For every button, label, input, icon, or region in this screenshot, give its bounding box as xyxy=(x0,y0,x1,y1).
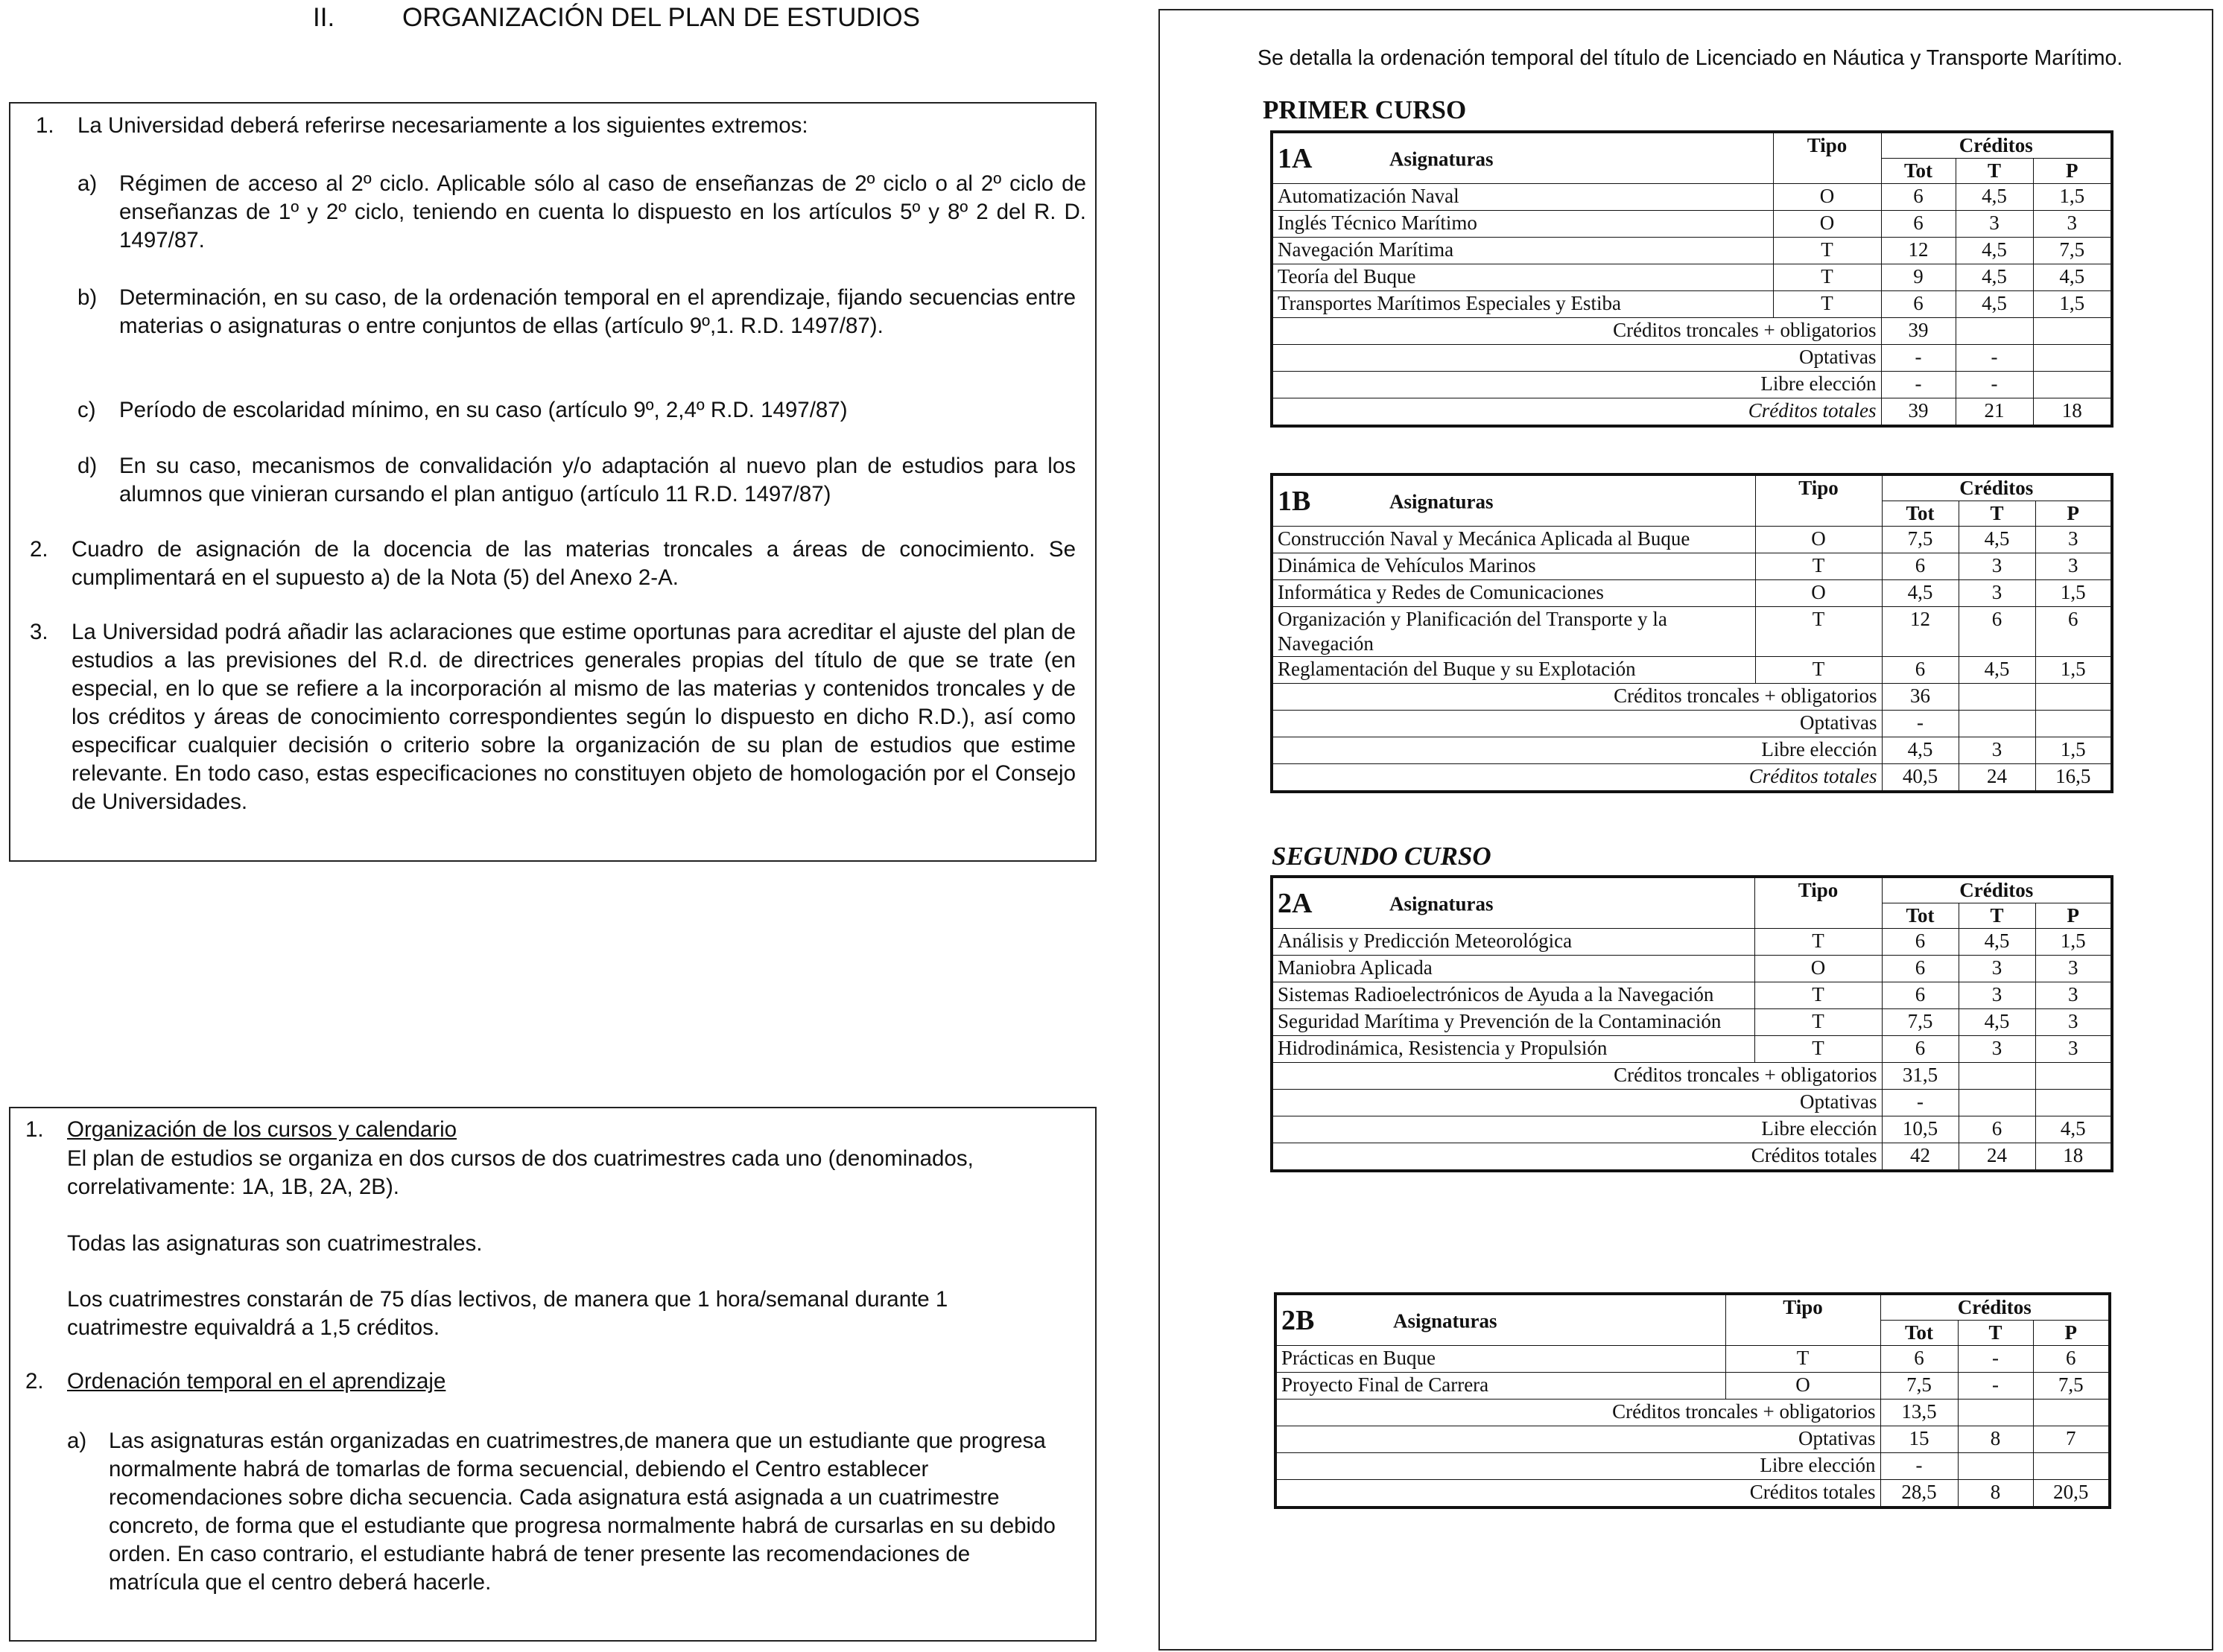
summary-row xyxy=(1272,1116,2112,1143)
summary-credits-t: - xyxy=(1956,372,2033,398)
summary-credits-tot: 31,5 xyxy=(1882,1063,1959,1090)
instr-item2-text: Cuadro de asignación de la docencia de las materias troncales a áreas de conocimiento. Se cumplimentará en el supuesto a) de la Nota (5) del Anexo 2-A. xyxy=(72,537,1076,590)
subject-name: Seguridad Marítima y Prevención de la Contaminación xyxy=(1272,1009,1754,1036)
subject-tipo: O xyxy=(1755,580,1882,607)
subject-credits-p: 1,5 xyxy=(2035,929,2112,956)
summary-credits-t: 21 xyxy=(1956,398,2033,427)
subject-name: Teoría del Buque xyxy=(1272,264,1773,291)
summary-label: Optativas xyxy=(1272,345,1881,372)
summary-credits-tot: 36 xyxy=(1882,684,1959,711)
summary-credits-tot: 39 xyxy=(1881,398,1956,427)
table-2B-code: 2B xyxy=(1281,1305,1315,1337)
subject-name: Construcción Naval y Mecánica Aplicada al Buque xyxy=(1272,527,1755,553)
summary-credits-t: 8 xyxy=(1958,1480,2033,1508)
summary-label: Optativas xyxy=(1272,1090,1882,1116)
summary-label: Créditos troncales + obligatorios xyxy=(1275,1400,1880,1426)
subject-credits-p: 3 xyxy=(2033,211,2112,238)
subject-credits-tot: 6 xyxy=(1882,657,1959,684)
table-row xyxy=(1272,1009,2112,1036)
tot-header: Tot xyxy=(1881,159,1956,184)
summary-label: Créditos totales xyxy=(1272,398,1881,427)
subject-name: Sistemas Radioelectrónicos de Ayuda a la Navegación xyxy=(1272,982,1754,1009)
subject-credits-t: 4,5 xyxy=(1956,184,2033,211)
summary-credits-p: 4,5 xyxy=(2035,1116,2112,1143)
instr-item3-text: La Universidad podrá añadir las aclaraciones que estime oportunas para acreditar el ajuste del plan de estudios a las previsiones del R.d. de directrices generales propias del título de que se trate (en especial, en lo que se refiere a la incorporación al mismo de las materias y contenidos troncales y de los créditos y áreas de conocimiento correspondientes según lo dispuesto en dicho R.D.), así como especificar cualquier decisión o criterio sobre la organización de su plan de estudios que estime relevante. En todo caso, estas especificaciones no constituyen objeto de homologación por el Consejo de Universidades. xyxy=(72,620,1076,814)
asignaturas-header: Asignaturas xyxy=(1393,1309,1497,1332)
summary-label: Libre elección xyxy=(1272,372,1881,398)
summary-credits-p xyxy=(2033,318,2112,345)
subject-credits-p: 3 xyxy=(2035,982,2112,1009)
subject-credits-t: 6 xyxy=(1959,607,2035,657)
summary-credits-t: 6 xyxy=(1959,1116,2035,1143)
org-item2-number: 2. xyxy=(25,1369,44,1394)
subject-credits-p: 3 xyxy=(2035,527,2112,553)
tipo-header: Tipo xyxy=(1754,877,1882,929)
subject-credits-tot: 6 xyxy=(1882,929,1959,956)
creditos-header: Créditos xyxy=(1882,877,2112,903)
subject-tipo: T xyxy=(1773,238,1881,264)
table-row xyxy=(1272,291,2112,318)
tipo-header: Tipo xyxy=(1725,1294,1880,1346)
summary-credits-t: 8 xyxy=(1958,1426,2033,1453)
table-row xyxy=(1275,1373,2110,1400)
instr-b-label: b) xyxy=(77,285,98,310)
subject-credits-p: 7,5 xyxy=(2033,238,2112,264)
subject-credits-t: 3 xyxy=(1959,956,2035,982)
subject-credits-t: 4,5 xyxy=(1959,929,2035,956)
asignaturas-header: Asignaturas xyxy=(1389,892,1494,915)
summary-credits-t xyxy=(1959,1090,2035,1116)
subject-credits-tot: 7,5 xyxy=(1880,1373,1958,1400)
instr-d-text: En su caso, mecanismos de convalidación y/o adaptación al nuevo plan de estudios para los alumnos que vinieran cursando el plan antiguo (artículo 11 R.D. 1497/87) xyxy=(119,454,1076,506)
subject-tipo: O xyxy=(1725,1373,1880,1400)
table-2A-code: 2A xyxy=(1278,888,1313,920)
subject-credits-tot: 6 xyxy=(1881,184,1956,211)
org-item1-p1: El plan de estudios se organiza en dos cursos de dos cuatrimestres cada uno (denominados, correlativamente: 1A, 1B, 2A, 2B). xyxy=(67,1146,974,1199)
table-2A-title-cell xyxy=(1272,877,1754,929)
summary-row xyxy=(1272,1143,2112,1172)
subject-tipo: T xyxy=(1754,982,1882,1009)
subject-name: Automatización Naval xyxy=(1272,184,1773,211)
subject-name: Análisis y Predicción Meteorológica xyxy=(1272,929,1754,956)
table-1B-code: 1B xyxy=(1278,486,1311,518)
subject-credits-p: 1,5 xyxy=(2033,184,2112,211)
subject-tipo: T xyxy=(1773,264,1881,291)
summary-label: Optativas xyxy=(1275,1426,1880,1453)
org-item1-number: 1. xyxy=(25,1117,44,1142)
table-row xyxy=(1272,527,2112,553)
summary-row xyxy=(1272,764,2112,792)
summary-label: Optativas xyxy=(1272,711,1882,737)
table-row xyxy=(1272,553,2112,580)
subject-credits-p: 3 xyxy=(2035,956,2112,982)
subject-credits-p: 3 xyxy=(2035,553,2112,580)
summary-credits-p xyxy=(2033,1453,2110,1480)
subject-tipo: T xyxy=(1725,1346,1880,1373)
subject-credits-tot: 6 xyxy=(1882,553,1959,580)
table-1A-title-cell xyxy=(1272,132,1773,184)
summary-credits-t: 24 xyxy=(1959,1143,2035,1172)
subject-tipo: O xyxy=(1773,184,1881,211)
summary-label: Créditos troncales + obligatorios xyxy=(1272,684,1882,711)
table-row xyxy=(1272,264,2112,291)
subject-credits-p: 1,5 xyxy=(2035,580,2112,607)
instr-item1-number: 1. xyxy=(36,113,54,138)
subject-credits-p: 6 xyxy=(2033,1346,2110,1373)
instr-item2-number: 2. xyxy=(30,537,48,562)
subject-tipo: T xyxy=(1755,553,1882,580)
summary-row xyxy=(1272,711,2112,737)
summary-credits-t xyxy=(1958,1453,2033,1480)
subject-tipo: T xyxy=(1754,929,1882,956)
tot-header: Tot xyxy=(1880,1321,1958,1346)
subject-tipo: O xyxy=(1755,527,1882,553)
org-a-text: Las asignaturas están organizadas en cuatrimestres,de manera que un estudiante que progresa normalmente habrá de tomarlas de forma secuencial, debiendo el Centro establecer recomendaciones sobre dicha secuencia. Cada asignatura está asignada a un cuatrimestre concreto, de forma que el estudiante que progresa normalmente habrá de cursarlas en su debido orden. En caso contrario, el estudiante habrá de tener presente las recomendaciones de matrícula que el centro deberá hacerle. xyxy=(109,1429,1056,1595)
table-row xyxy=(1272,238,2112,264)
subject-credits-t: 3 xyxy=(1959,982,2035,1009)
subject-name: Organización y Planificación del Transporte y la Navegación xyxy=(1272,607,1755,657)
instr-c-label: c) xyxy=(77,398,96,422)
summary-label: Libre elección xyxy=(1275,1453,1880,1480)
summary-row xyxy=(1272,737,2112,764)
summary-row xyxy=(1272,684,2112,711)
summary-label: Créditos troncales + obligatorios xyxy=(1272,318,1881,345)
summary-credits-p xyxy=(2035,1090,2112,1116)
subject-credits-t: - xyxy=(1958,1346,2033,1373)
summary-credits-p xyxy=(2035,711,2112,737)
creditos-header: Créditos xyxy=(1882,474,2112,501)
table-row xyxy=(1275,1346,2110,1373)
summary-row xyxy=(1275,1400,2110,1426)
summary-credits-tot: - xyxy=(1880,1453,1958,1480)
subject-credits-tot: 6 xyxy=(1882,1036,1959,1063)
summary-row xyxy=(1272,398,2112,427)
subject-credits-p: 7,5 xyxy=(2033,1373,2110,1400)
summary-credits-p xyxy=(2033,372,2112,398)
table-row xyxy=(1272,982,2112,1009)
summary-credits-p xyxy=(2035,1063,2112,1090)
table-2B xyxy=(1274,1292,2111,1509)
table-2B-title-cell xyxy=(1275,1294,1725,1346)
table-1A-code: 1A xyxy=(1278,143,1313,175)
summary-credits-tot: - xyxy=(1882,711,1959,737)
summary-credits-p xyxy=(2033,345,2112,372)
table-row xyxy=(1272,211,2112,238)
summary-credits-p: 7 xyxy=(2033,1426,2110,1453)
section-number: II. xyxy=(313,3,335,32)
table-row xyxy=(1272,1036,2112,1063)
section-title-text: ORGANIZACIÓN DEL PLAN DE ESTUDIOS xyxy=(402,3,920,32)
table-2A xyxy=(1270,875,2113,1172)
subject-credits-t: 4,5 xyxy=(1956,238,2033,264)
subject-credits-tot: 6 xyxy=(1880,1346,1958,1373)
creditos-header: Créditos xyxy=(1880,1294,2110,1321)
section-title xyxy=(313,3,920,33)
summary-label: Libre elección xyxy=(1272,737,1882,764)
subject-credits-t: 4,5 xyxy=(1959,1009,2035,1036)
subject-credits-t: 4,5 xyxy=(1959,527,2035,553)
asignaturas-header: Asignaturas xyxy=(1389,147,1494,171)
summary-credits-p: 1,5 xyxy=(2035,737,2112,764)
tipo-header: Tipo xyxy=(1755,474,1882,527)
subject-name: Hidrodinámica, Resistencia y Propulsión xyxy=(1272,1036,1754,1063)
subject-credits-p: 4,5 xyxy=(2033,264,2112,291)
subject-credits-tot: 7,5 xyxy=(1882,527,1959,553)
p-header: P xyxy=(2033,159,2112,184)
t-header: T xyxy=(1959,501,2035,527)
org-item1-title: Organización de los cursos y calendario xyxy=(67,1117,457,1142)
subject-tipo: T xyxy=(1755,657,1882,684)
summary-credits-t xyxy=(1959,684,2035,711)
summary-credits-t xyxy=(1958,1400,2033,1426)
summary-label: Créditos totales xyxy=(1275,1480,1880,1508)
tot-header: Tot xyxy=(1882,903,1959,929)
summary-label: Créditos troncales + obligatorios xyxy=(1272,1063,1882,1090)
subject-credits-tot: 6 xyxy=(1882,982,1959,1009)
summary-credits-t: 24 xyxy=(1959,764,2035,792)
summary-label: Créditos totales xyxy=(1272,764,1882,792)
instr-a-text: Régimen de acceso al 2º ciclo. Aplicable sólo al caso de enseñanzas de 2º ciclo o al 2º ciclo de enseñanzas de 1º y 2º ciclo, teniendo en cuenta lo dispuesto en los artículos 5º y 8º 2 del R. D. 1497/87. xyxy=(119,171,1086,252)
org-item1-p2: Todas las asignaturas son cuatrimestrales. xyxy=(67,1231,483,1256)
summary-credits-tot: - xyxy=(1881,372,1956,398)
t-header: T xyxy=(1956,159,2033,184)
summary-credits-p: 18 xyxy=(2035,1143,2112,1172)
summary-label: Libre elección xyxy=(1272,1116,1882,1143)
subject-name: Transportes Marítimos Especiales y Estiba xyxy=(1272,291,1773,318)
subject-credits-tot: 7,5 xyxy=(1882,1009,1959,1036)
subject-credits-p: 3 xyxy=(2035,1009,2112,1036)
table-row xyxy=(1272,184,2112,211)
subject-tipo: O xyxy=(1773,211,1881,238)
table-row xyxy=(1272,929,2112,956)
subject-credits-t: 3 xyxy=(1959,580,2035,607)
subject-credits-p: 1,5 xyxy=(2033,291,2112,318)
summary-credits-t xyxy=(1959,711,2035,737)
subject-credits-p: 1,5 xyxy=(2035,657,2112,684)
subject-credits-tot: 6 xyxy=(1881,291,1956,318)
summary-label: Créditos totales xyxy=(1272,1143,1882,1172)
subject-credits-t: 4,5 xyxy=(1956,264,2033,291)
summary-credits-tot: 15 xyxy=(1880,1426,1958,1453)
table-row xyxy=(1272,657,2112,684)
org-item2-title: Ordenación temporal en el aprendizaje xyxy=(67,1369,446,1394)
table-row xyxy=(1272,956,2112,982)
instr-c-text: Período de escolaridad mínimo, en su caso (artículo 9º, 2,4º R.D. 1497/87) xyxy=(119,398,848,422)
summary-credits-p: 16,5 xyxy=(2035,764,2112,792)
subject-tipo: T xyxy=(1773,291,1881,318)
tipo-header: Tipo xyxy=(1773,132,1881,184)
summary-credits-t xyxy=(1959,1063,2035,1090)
table-row xyxy=(1272,607,2112,657)
table-row xyxy=(1272,580,2112,607)
summary-credits-tot: 40,5 xyxy=(1882,764,1959,792)
summary-credits-tot: 13,5 xyxy=(1880,1400,1958,1426)
subject-name: Prácticas en Buque xyxy=(1275,1346,1725,1373)
summary-row xyxy=(1275,1453,2110,1480)
creditos-header: Créditos xyxy=(1881,132,2112,159)
subject-credits-t: 4,5 xyxy=(1956,291,2033,318)
subject-name: Inglés Técnico Marítimo xyxy=(1272,211,1773,238)
p-header: P xyxy=(2033,1321,2110,1346)
subject-credits-tot: 12 xyxy=(1881,238,1956,264)
instr-item3-number: 3. xyxy=(30,620,48,644)
subject-name: Informática y Redes de Comunicaciones xyxy=(1272,580,1755,607)
subject-name: Dinámica de Vehículos Marinos xyxy=(1272,553,1755,580)
instr-a-label: a) xyxy=(77,171,98,196)
subject-name: Reglamentación del Buque y su Explotación xyxy=(1272,657,1755,684)
summary-credits-p xyxy=(2035,684,2112,711)
subject-credits-tot: 9 xyxy=(1881,264,1956,291)
subject-tipo: T xyxy=(1754,1036,1882,1063)
intro-text: Se detalla la ordenación temporal del título de Licenciado en Náutica y Transporte Marítimo. xyxy=(1258,46,2123,70)
subject-credits-t: 3 xyxy=(1956,211,2033,238)
summary-credits-tot: 39 xyxy=(1881,318,1956,345)
summary-credits-tot: 28,5 xyxy=(1880,1480,1958,1508)
table-1A xyxy=(1270,130,2113,428)
instr-b-text: Determinación, en su caso, de la ordenación temporal en el aprendizaje, fijando secuencias entre materias o asignaturas o entre conjuntos de ellas (artículo 9º,1. R.D. 1497/87). xyxy=(119,285,1076,338)
summary-credits-p xyxy=(2033,1400,2110,1426)
instr-d-label: d) xyxy=(77,454,98,478)
summary-row xyxy=(1275,1480,2110,1508)
instr-item1-text: La Universidad deberá referirse necesariamente a los siguientes extremos: xyxy=(77,113,808,138)
summary-row xyxy=(1275,1426,2110,1453)
summary-row xyxy=(1272,1090,2112,1116)
subject-credits-t: 3 xyxy=(1959,1036,2035,1063)
summary-credits-p: 20,5 xyxy=(2033,1480,2110,1508)
subject-name: Proyecto Final de Carrera xyxy=(1275,1373,1725,1400)
subject-credits-t: - xyxy=(1958,1373,2033,1400)
summary-row xyxy=(1272,372,2112,398)
t-header: T xyxy=(1959,903,2035,929)
summary-credits-tot: 42 xyxy=(1882,1143,1959,1172)
table-1B xyxy=(1270,473,2113,793)
subject-credits-tot: 6 xyxy=(1881,211,1956,238)
subject-credits-t: 3 xyxy=(1959,553,2035,580)
summary-credits-tot: - xyxy=(1882,1090,1959,1116)
segundo-curso-heading: SEGUNDO CURSO xyxy=(1272,842,1491,871)
subject-name: Maniobra Aplicada xyxy=(1272,956,1754,982)
subject-name: Navegación Marítima xyxy=(1272,238,1773,264)
subject-credits-tot: 12 xyxy=(1882,607,1959,657)
p-header: P xyxy=(2035,903,2112,929)
subject-tipo: T xyxy=(1755,607,1882,657)
summary-credits-t: - xyxy=(1956,345,2033,372)
subject-tipo: O xyxy=(1754,956,1882,982)
summary-credits-t xyxy=(1956,318,2033,345)
summary-row xyxy=(1272,318,2112,345)
tot-header: Tot xyxy=(1882,501,1959,527)
summary-credits-tot: - xyxy=(1881,345,1956,372)
org-item1-p3: Los cuatrimestres constarán de 75 días lectivos, de manera que 1 hora/semanal durante 1 cuatrimestre equivaldrá a 1,5 créditos. xyxy=(67,1287,948,1340)
subject-credits-tot: 6 xyxy=(1882,956,1959,982)
summary-row xyxy=(1272,1063,2112,1090)
subject-credits-p: 6 xyxy=(2035,607,2112,657)
subject-credits-t: 4,5 xyxy=(1959,657,2035,684)
summary-credits-tot: 4,5 xyxy=(1882,737,1959,764)
table-1B-title-cell xyxy=(1272,474,1755,527)
subject-credits-tot: 4,5 xyxy=(1882,580,1959,607)
summary-row xyxy=(1272,345,2112,372)
subject-tipo: T xyxy=(1754,1009,1882,1036)
subject-credits-p: 3 xyxy=(2035,1036,2112,1063)
p-header: P xyxy=(2035,501,2112,527)
t-header: T xyxy=(1958,1321,2033,1346)
summary-credits-tot: 10,5 xyxy=(1882,1116,1959,1143)
org-a-label: a) xyxy=(67,1429,87,1453)
primer-curso-heading: PRIMER CURSO xyxy=(1263,95,1467,124)
summary-credits-p: 18 xyxy=(2033,398,2112,427)
summary-credits-t: 3 xyxy=(1959,737,2035,764)
asignaturas-header: Asignaturas xyxy=(1389,490,1494,513)
